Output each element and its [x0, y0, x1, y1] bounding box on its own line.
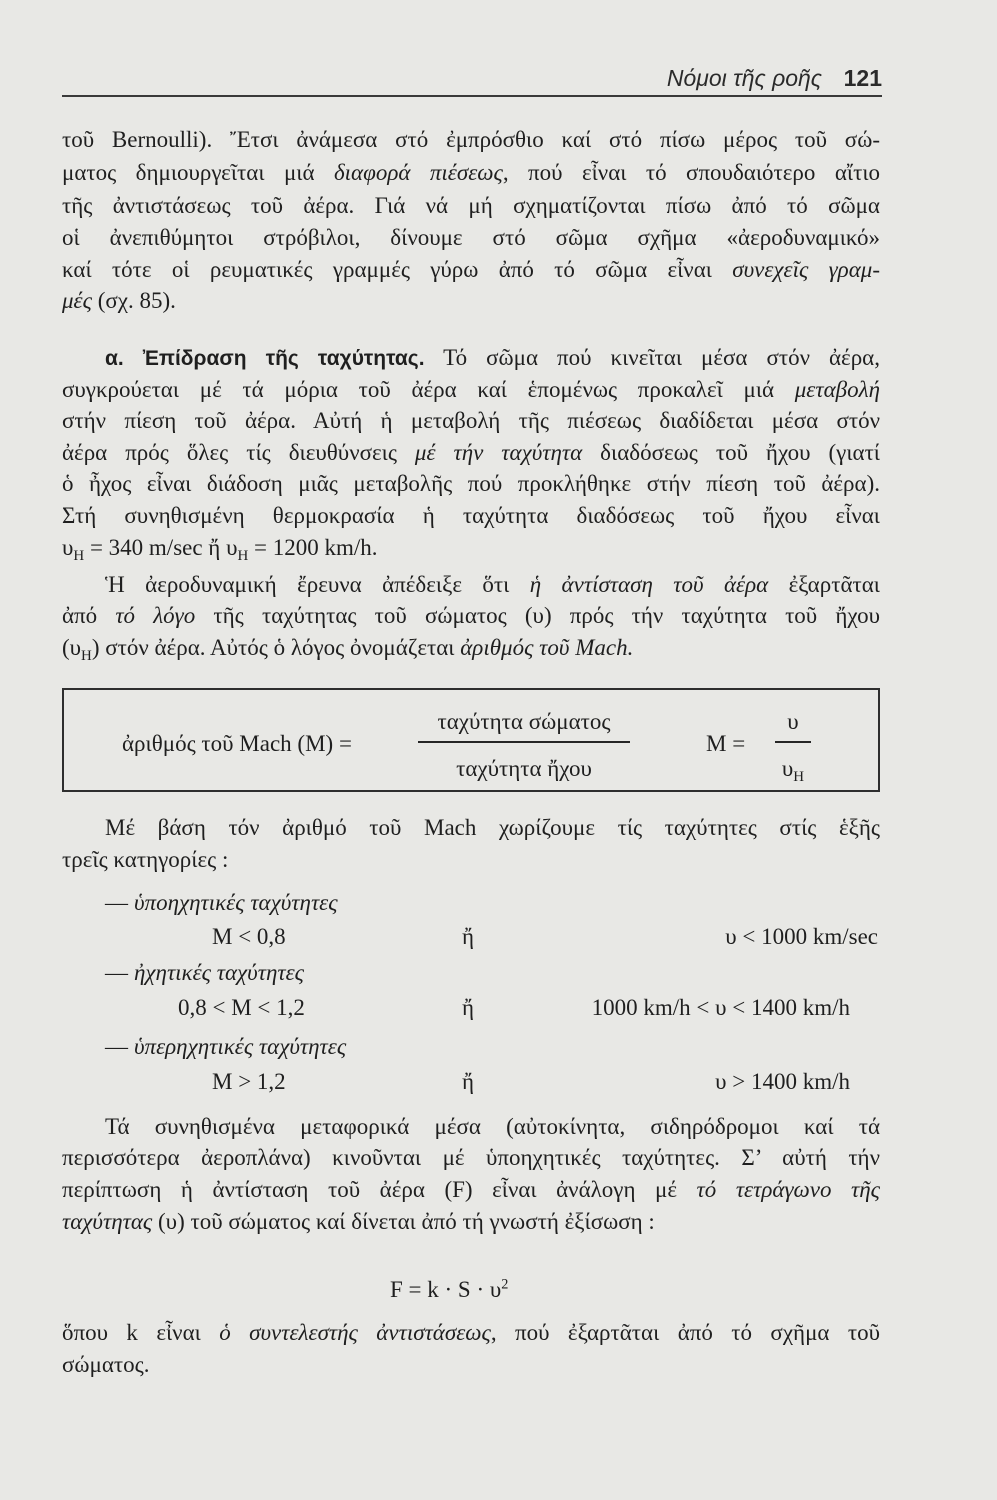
list-dash: — [105, 890, 128, 915]
speed-condition-subsonic: υ < 1000 km/sec [725, 924, 878, 949]
header-rule [62, 95, 882, 97]
text-run: Μέ βάση τόν ἀριθμό τοῦ Mach χωρίζουμε τίς ταχύτητες στίς ἑξῆς [105, 815, 880, 840]
list-dash: — [105, 1034, 128, 1059]
mach-line-2 [62, 600, 880, 632]
italic-term: ἀριθμός τοῦ Mach. [460, 635, 634, 660]
subscript: H [793, 769, 805, 786]
intro-line-5 [62, 254, 880, 286]
intro-line-4 [62, 222, 880, 254]
italic-term: τό τετράγωνο τῆς [696, 1177, 880, 1202]
text-run: τῆς ἀντιστάσεως τοῦ ἀέρα. Γιά νά μή σχηματίζονται πίσω ἀπό τό σῶμα [62, 193, 880, 218]
text-run: ἀπό [62, 603, 116, 628]
categories-intro-line-1 [105, 812, 880, 844]
text-run: στήν πίεση τοῦ ἀέρα. Αὐτή ἡ μεταβολή τῆς πιέσεως διαδίδεται μέσα στόν [62, 408, 880, 433]
fraction-denominator: ταχύτητα ἤχου [456, 756, 592, 781]
text-run: περίπτωση ἡ ἀντίσταση τοῦ ἀέρα (F) εἶναι ἀνάλογη μέ [62, 1177, 697, 1202]
category-label-subsonic [105, 887, 338, 919]
section-a-line-5 [62, 468, 880, 500]
category-name: ὑποηχητικές ταχύτητες [134, 890, 338, 915]
mach-symbol-fraction [775, 690, 811, 790]
text-run: διαδόσεως τοῦ ἤχου (γιατί [582, 440, 880, 465]
text-run: Τά συνηθισμένα μεταφορικά μέσα (αὐτοκίνητα, σιδηρόδρομοι καί τά [105, 1114, 880, 1139]
section-a-line-6 [62, 500, 880, 532]
text-run: καί τότε οἱ ρευματικές γραμμές γύρω ἀπό τό σῶμα εἶναι [62, 257, 733, 282]
mach-number-definition-box [62, 688, 880, 792]
definition-line-2 [62, 1349, 880, 1381]
text-run: περισσότερα ἀεροπλάνα) κινοῦνται μέ ὑποηχητικές ταχύτητες. Σ’ αὐτή τήν [62, 1145, 880, 1170]
drag-line-4 [62, 1206, 880, 1238]
definition-line-1 [62, 1317, 880, 1349]
mach-line-3 [62, 632, 880, 664]
intro-line-1 [62, 124, 880, 156]
text-run: ἀέρα πρός ὅλες τίς διευθύνσεις [62, 440, 415, 465]
text-run: ὁ ἦχος εἶναι διάδοση μιᾶς μεταβολῆς πού προκλήθηκε στήν πίεση τοῦ ἀέρα). [62, 471, 880, 496]
text-run: ματος δημιουργεῖται μιά [62, 160, 334, 185]
text-run: = 340 m/sec ἤ [84, 535, 227, 560]
mach-ratio-fraction [418, 690, 630, 790]
italic-term: μεταβολή [794, 377, 880, 402]
text-run: (σχ. 85). [91, 288, 176, 313]
text-run: σώματος. [62, 1352, 150, 1377]
text-run: ὅπου k εἶναι [62, 1320, 220, 1345]
section-a-line-1 [105, 342, 880, 374]
text-run: συγκρούεται μέ τά μόρια τοῦ ἀέρα καί ἑπομένως προκαλεῖ μιά [62, 377, 795, 402]
text-run: οἱ ἀνεπιθύμητοι στρόβιλοι, δίνουμε στό σῶμα σχῆμα «ἀεροδυναμικό» [62, 225, 880, 250]
drag-line-1 [105, 1111, 880, 1143]
drag-line-3 [62, 1174, 880, 1206]
or-word: ἤ [462, 1069, 475, 1094]
drag-equation [390, 1274, 508, 1306]
page-number: 121 [843, 65, 882, 91]
list-dash: — [105, 960, 128, 985]
category-label-supersonic [105, 1031, 346, 1063]
text-run: τοῦ Bernoulli). Ἔτσι ἀνάμεσα στό ἐμπρόσθιο καί στό πίσω μέρος τοῦ σώ- [62, 127, 880, 152]
italic-term: μέ τήν ταχύτητα [414, 440, 583, 465]
mach-definition-label: ἀριθμός τοῦ Mach (M) = [122, 731, 352, 756]
text-run: Ἡ ἀεροδυναμική ἔρευνα ἀπέδειξε ὅτι [105, 572, 530, 597]
equation-expression: F = k · S · υ [390, 1277, 502, 1302]
intro-line-2 [62, 157, 880, 189]
mach-condition-sonic: 0,8 < M < 1,2 [178, 995, 305, 1020]
symbol-run: υ [781, 756, 794, 781]
section-heading: α. Ἐπίδραση τῆς ταχύτητας. [105, 347, 425, 370]
symbol-run: υ [226, 535, 238, 560]
text-run: Τό σῶμα πού κινεῖται μέσα στόν ἀέρα, [424, 345, 880, 370]
section-a-line-7 [62, 532, 880, 564]
text-run: = 1200 km/h. [248, 535, 378, 560]
intro-line-3 [62, 190, 880, 222]
text-run: ἐξαρτᾶται [768, 572, 880, 597]
text-run: ) στόν ἀέρα. Αὐτός ὁ λόγος ὀνομάζεται [91, 635, 461, 660]
category-name: ἠχητικές ταχύτητες [134, 960, 304, 985]
symbol-numerator: υ [787, 709, 799, 734]
subscript: H [81, 648, 92, 665]
italic-term: ταχύτητας [62, 1209, 153, 1234]
text-run: (υ) τοῦ σώματος καί δίνεται ἀπό τή γνωστή ἐξίσωση : [152, 1209, 655, 1234]
or-word: ἤ [462, 995, 475, 1020]
subscript: H [237, 548, 249, 565]
symbol-denominator [775, 753, 811, 785]
mach-condition-supersonic: M > 1,2 [212, 1069, 286, 1094]
text-run: τρεῖς κατηγορίες : [62, 847, 229, 872]
subscript: H [73, 548, 85, 565]
intro-line-6 [62, 285, 880, 317]
symbol-run: υ [62, 535, 74, 560]
mach-line-1 [105, 569, 880, 601]
section-a-line-3 [62, 405, 880, 437]
section-a-line-2 [62, 374, 880, 406]
running-title: Νόμοι τῆς ροῆς [666, 65, 822, 91]
italic-term: τό λόγο [115, 603, 196, 628]
mach-condition-subsonic: M < 0,8 [212, 924, 286, 949]
speed-condition-sonic: 1000 km/h < υ < 1400 km/h [591, 995, 850, 1020]
text-run: (υ [62, 635, 82, 660]
text-run: , πού εἶναι τό σπουδαιότερο αἴτιο [502, 160, 881, 185]
categories-intro-line-2 [62, 844, 880, 876]
text-run: , πού ἐξαρτᾶται ἀπό τό σχῆμα τοῦ [490, 1320, 880, 1345]
italic-term: συνεχεῖς γραμ- [732, 257, 880, 282]
drag-line-2 [62, 1142, 880, 1174]
category-label-sonic [105, 957, 304, 989]
italic-term: μές [62, 288, 92, 313]
text-run: Στή συνηθισμένη θερμοκρασία ἡ ταχύτητα διαδόσεως τοῦ ἤχου εἶναι [62, 503, 880, 528]
italic-term: διαφορά πιέσεως [333, 160, 503, 185]
mach-symbol-lhs: M = [706, 731, 746, 756]
speed-condition-supersonic: υ > 1400 km/h [715, 1069, 850, 1094]
section-a-line-4 [62, 437, 880, 469]
equation-exponent: 2 [501, 1276, 509, 1293]
text-run: τῆς ταχύτητας τοῦ σώματος (υ) πρός τήν ταχύτητα τοῦ ἤχου [195, 603, 880, 628]
fraction-numerator: ταχύτητα σώματος [437, 709, 611, 734]
category-name: ὑπερηχητικές ταχύτητες [134, 1034, 347, 1059]
fraction-bar [418, 741, 630, 743]
italic-term: ἡ ἀντίσταση τοῦ ἀέρα [529, 572, 769, 597]
symbol-fraction-bar [775, 741, 811, 743]
italic-term: ὁ συντελεστής ἀντιστάσεως [219, 1320, 491, 1345]
or-word: ἤ [462, 924, 475, 949]
